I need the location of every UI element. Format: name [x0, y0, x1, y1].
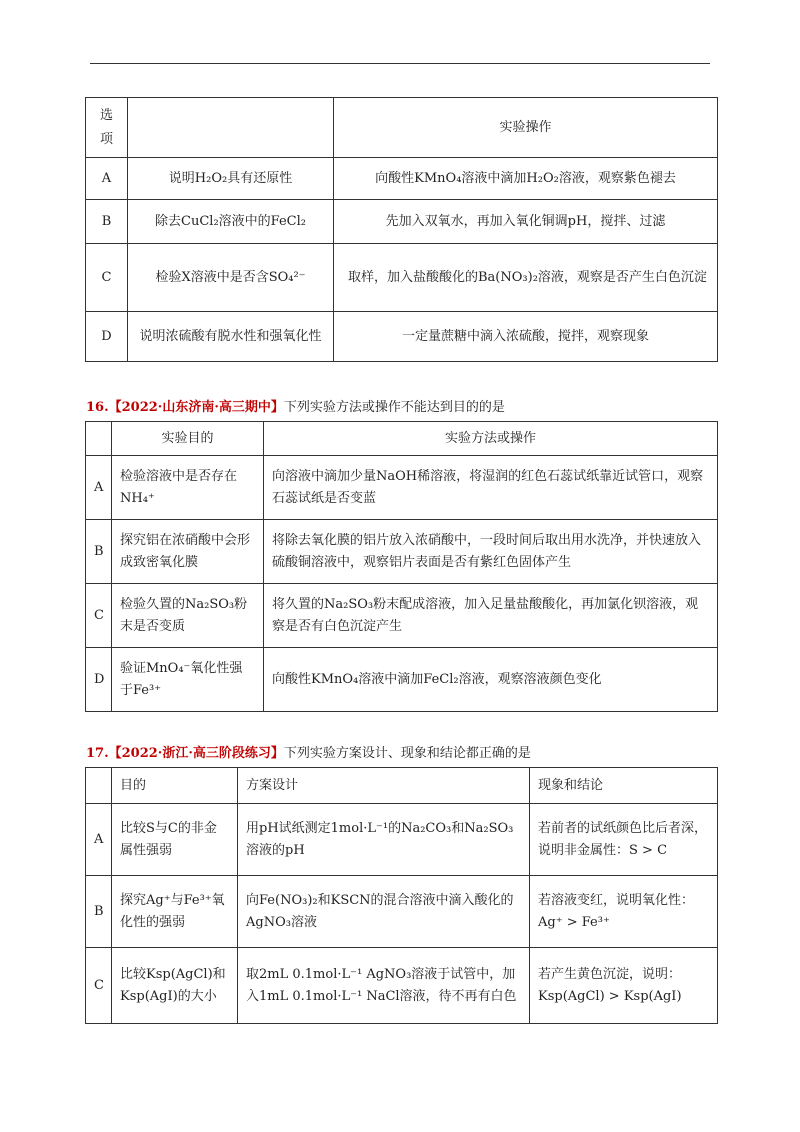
question-number: 16.	[86, 400, 109, 415]
question-text: 下列实验方案设计、现象和结论都正确的是	[283, 746, 531, 761]
result-cell: 若前者的试纸颜色比后者深，说明非金属性：S > C	[530, 804, 718, 876]
option-label: B	[86, 876, 112, 948]
header-result: 现象和结论	[530, 768, 718, 804]
table-row	[86, 200, 718, 244]
table-row	[86, 948, 718, 1024]
method-cell: 向溶液中滴加少量NaOH稀溶液，将湿润的红色石蕊试纸靠近试管口，观察石蕊试纸是否变蓝	[264, 456, 718, 520]
design-cell: 用pH试纸测定1mol·L⁻¹的Na₂CO₃和Na₂SO₃溶液的pH	[238, 804, 530, 876]
header-option: 选项	[86, 98, 128, 158]
table-q16	[85, 421, 718, 712]
option-label: D	[86, 648, 112, 712]
header-option	[86, 768, 112, 804]
table-header	[86, 768, 718, 804]
option-label: B	[86, 200, 128, 244]
purpose-cell: 检验溶液中是否存在NH₄⁺	[112, 456, 264, 520]
table-row	[86, 648, 718, 712]
table-row	[86, 520, 718, 584]
method-cell: 将久置的Na₂SO₃粉末配成溶液，加入足量盐酸酸化，再加氯化钡溶液，观察是否有白色沉淀产生	[264, 584, 718, 648]
purpose-cell: 比较Ksp(AgCl)和Ksp(AgI)的大小	[112, 948, 238, 1024]
table-row	[86, 312, 718, 362]
result-cell: 若溶液变红，说明氧化性：Ag⁺ > Fe³⁺	[530, 876, 718, 948]
operation-cell: 取样，加入盐酸酸化的Ba(NO₃)₂溶液，观察是否产生白色沉淀	[334, 244, 718, 312]
question-17-title	[86, 742, 531, 761]
option-label: C	[86, 244, 128, 312]
table-row	[86, 584, 718, 648]
header-purpose: 实验目的	[112, 422, 264, 456]
question-source: 【2022·山东济南·高三期中】	[108, 400, 284, 415]
table-row	[86, 456, 718, 520]
option-label: D	[86, 312, 128, 362]
design-cell: 取2mL 0.1mol·L⁻¹ AgNO₃溶液于试管中，加入1mL 0.1mol·L⁻¹ NaCl溶液，待不再有白色	[238, 948, 530, 1024]
method-cell: 将除去氧化膜的铝片放入浓硝酸中，一段时间后取出用水洗净，并快速放入硫酸铜溶液中，观察铝片表面是否有紫红色固体产生	[264, 520, 718, 584]
table-header	[86, 422, 718, 456]
table-header	[86, 98, 718, 158]
table-q17	[85, 767, 718, 1024]
operation-cell: 先加入双氧水，再加入氧化铜调pH，搅拌、过滤	[334, 200, 718, 244]
header-rule	[90, 63, 710, 64]
header-purpose	[128, 98, 334, 158]
option-label: A	[86, 456, 112, 520]
header-design: 方案设计	[238, 768, 530, 804]
table-row	[86, 804, 718, 876]
purpose-cell: 说明浓硫酸有脱水性和强氧化性	[128, 312, 334, 362]
purpose-cell: 除去CuCl₂溶液中的FeCl₂	[128, 200, 334, 244]
purpose-cell: 检验久置的Na₂SO₃粉末是否变质	[112, 584, 264, 648]
option-label: C	[86, 584, 112, 648]
header-option	[86, 422, 112, 456]
purpose-cell: 探究铝在浓硝酸中会形成致密氧化膜	[112, 520, 264, 584]
purpose-cell: 验证MnO₄⁻氧化性强于Fe³⁺	[112, 648, 264, 712]
question-text: 下列实验方法或操作不能达到目的的是	[283, 400, 505, 415]
table-row	[86, 158, 718, 200]
header-purpose: 目的	[112, 768, 238, 804]
option-label: B	[86, 520, 112, 584]
table-row	[86, 876, 718, 948]
question-number: 17.	[86, 746, 109, 761]
table-1	[85, 97, 718, 362]
design-cell: 向Fe(NO₃)₂和KSCN的混合溶液中滴入酸化的AgNO₃溶液	[238, 876, 530, 948]
option-label: A	[86, 158, 128, 200]
option-label: A	[86, 804, 112, 876]
operation-cell: 一定量蔗糖中滴入浓硫酸，搅拌，观察现象	[334, 312, 718, 362]
option-label: C	[86, 948, 112, 1024]
question-source: 【2022·浙江·高三阶段练习】	[108, 746, 284, 761]
header-operation: 实验操作	[334, 98, 718, 158]
purpose-cell: 比较S与C的非金属性强弱	[112, 804, 238, 876]
purpose-cell: 探究Ag⁺与Fe³⁺氧化性的强弱	[112, 876, 238, 948]
operation-cell: 向酸性KMnO₄溶液中滴加H₂O₂溶液，观察紫色褪去	[334, 158, 718, 200]
result-cell: 若产生黄色沉淀，说明：Ksp(AgCl) > Ksp(AgI)	[530, 948, 718, 1024]
method-cell: 向酸性KMnO₄溶液中滴加FeCl₂溶液，观察溶液颜色变化	[264, 648, 718, 712]
question-16-title	[86, 396, 505, 415]
purpose-cell: 检验X溶液中是否含SO₄²⁻	[128, 244, 334, 312]
purpose-cell: 说明H₂O₂具有还原性	[128, 158, 334, 200]
header-method: 实验方法或操作	[264, 422, 718, 456]
table-row	[86, 244, 718, 312]
